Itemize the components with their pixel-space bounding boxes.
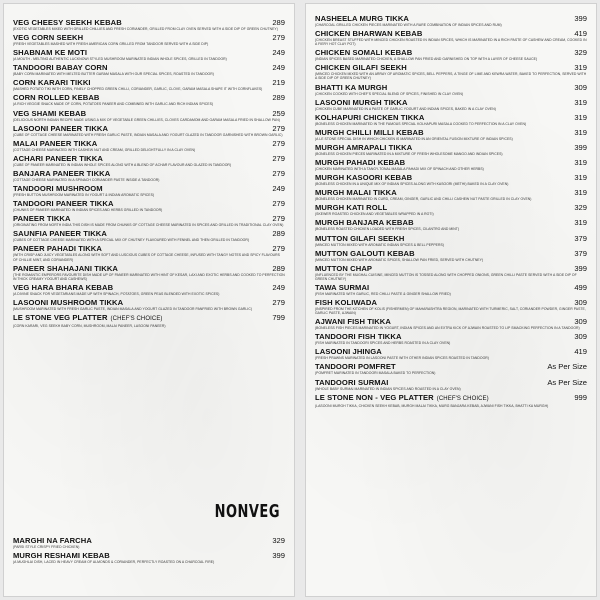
menu-item-name-text: TANDOORI PANEER TIKKA [13,199,114,209]
menu-item-name [315,283,369,292]
menu-item-name [13,154,103,163]
menu-item-row [315,173,587,182]
menu-item-row [13,244,285,253]
menu-item [315,48,587,61]
menu-item-name-text: TANDOORI SURMAI [315,377,389,387]
menu-item-name [315,378,389,387]
menu-item-description: (PARSI STYLE CRISPY FRIED CHICKEN) [13,545,80,549]
menu-item-price: 319 [574,158,587,168]
menu-item-name [13,229,107,238]
menu-item-price: 309 [574,82,587,92]
menu-item [13,184,285,197]
menu-item [13,283,285,296]
menu-item [315,63,587,80]
menu-item-row [315,362,587,371]
menu-item-description: (BONELESS CHICKEN PIECES MARINATED IN A MIXTURE OF FRESH WHOLESOME MANGO AND INDIAN SPICES) [315,151,503,156]
menu-item-row [315,98,587,107]
menu-item-row [13,48,285,57]
menu-item-price: 329 [574,48,587,58]
menu-item [315,234,587,247]
menu-item-description: (BABY CORN MARINATED WITH MELTED BUTTER GARAM MASALA WITH OUR SPECIAL SPICES, ROASTED IN TANDOOR) [13,72,214,77]
menu-item-price: 249 [272,184,285,194]
menu-item-name [315,332,402,341]
menu-item-description: (CUBE OF COTTAGE CHEESE MARINATED WITH FRESH GARLIC PASTE, INDIAN MASALA AND YOGURT GLAZED IN TANDOOR GARNISHED WITH BROWN GARLIC) [13,132,283,137]
menu-item [13,199,285,212]
menu-item-row [13,139,285,148]
menu-item-name [315,173,412,182]
menu-item-row [13,184,285,193]
menu-item-price: 279 [272,297,285,307]
menu-item-price: 279 [272,244,285,254]
menu-item-name [315,362,396,371]
menu-item-row [315,158,587,167]
menu-item-description: (CUBES OF COTTAGE CHEESE MARINATED WITH A SPECIAL MIX OF CHUTNEY FLAVOURED WITH FENNEL AND THEN GRILLED IN TANDOOR) [13,238,250,243]
menu-item-name [13,551,110,560]
menu-item-name-text: SAUNFIA PANEER TIKKA [13,229,107,239]
menu-item-description: (BONELESS ROASTED CHICKEN LOADED WITH FRESH SPICES, CILANTRO AND MINT) [315,227,460,232]
menu-item-price: 249 [272,48,285,58]
menu-item-name-text: CHICKEN BHARWAN KEBAB [315,29,423,39]
menu-item-price: 279 [272,33,285,43]
menu-item-name [13,169,110,178]
menu-item-price: 259 [272,108,285,118]
menu-item-row [13,551,285,560]
menu-item [315,393,587,408]
menu-item [13,48,285,61]
menu-item-row [13,33,285,42]
menu-item-name-text: LASOONI MURGH TIKKA [315,97,408,107]
menu-item-description: (A RICH VEGGIE SNACK MADE OF CORN, POTATOES PANEER AND COMBINED WITH GARLIC AND RICH INDIAN SPICES) [13,102,214,107]
menu-item [315,264,587,281]
menu-item-description: (BONELESS FISH PIECES MARINATED IN YOGURT, INDIAN SPICES AND AN EXTRA KICK OF AJWAIN ROASTED TO LIP SMACKING PERFECTION IN A TANDOOR) [315,326,580,331]
menu-item-description: (EXOTIC VEGETABLES MIXED WITH GRILLED CHILLIES AND FRESH CORIANDER, GRILLED FROM CLAY OVEN SERVED WITH A SIDE DIP OF GREEN CHUTNEY) [13,27,278,31]
menu-item-price: 309 [574,297,587,307]
menu-item-description: (WITH CRISP AND JUICY VEGETABLES ALONG WITH SOFT AND LUSCIOUS CUBES OF COTTAGE CHEESE, INFUSED WITH TANGY NOTES AND SPICY FLAVOURS OF CHILLIE MINT, AND CORIANDER) [13,253,280,262]
menu-item-name-text: KOLHAPURI CHICKEN TIKKA [315,112,425,122]
menu-item-name-text: MUTTON GALOUTI KEBAB [315,248,415,258]
menu-item-name [315,249,415,258]
menu-item [315,362,587,375]
menu-item-name [315,113,424,122]
menu-item-description: (CHUNKS OF PANEER MARINATED IN INDIAN SPICES AND HERBS GRILLED IN TANDOOR) [13,208,163,213]
menu-item-name-text: PANEER TIKKA [13,214,71,224]
menu-item-name-text: CORN ROLLED KEBAB [13,93,100,103]
menu-item-name [315,158,405,167]
menu-item-name [13,93,100,102]
menu-item-tag: (CHEF'S CHOICE) [110,315,163,322]
menu-item-name [13,199,114,208]
menu-item [13,229,285,242]
menu-item [315,29,587,46]
menu-item-row [315,29,587,38]
menu-item-row [315,393,587,404]
menu-item-description: (CHICKEN CUBE MARINATED IN A PASTE OF GARLIC YOGURT AND INDIAN SPICES, BAKED IN A CLAY OVEN) [315,106,496,111]
menu-item-name [315,63,407,72]
menu-item-description: (FISH MARINATED IN TANDOORI SPICES AND HERBS ROASTED IN A CLAY OVEN) [315,341,451,346]
menu-item [13,551,285,564]
menu-item-name [315,317,391,326]
menu-item [13,18,285,31]
menu-item-price: 219 [272,78,285,88]
menu-item-row [315,128,587,137]
menu-item-name [315,347,382,356]
menu-item-price: 289 [272,18,285,27]
menu-item-price: 319 [574,97,587,107]
menu-item-description: (LASOONI MURGH TIKKA, CHICKEN SEEKH KEBAB, MURGH MALAI TIKKA, MURG BANJARA KEBAB, AJWANI FISH TIKKA, BHATTI KA MURGH) [315,403,549,408]
menu-item-row [13,63,285,72]
menu-item-name-text: MURGH KASOORI KEBAB [315,173,413,183]
menu-item-name-text: LASOONI JHINGA [315,347,382,357]
menu-item-name [13,109,86,118]
menu-item-name-text: TANDOORI MUSHROOM [13,184,103,194]
menu-item-description: (CUBE OF PANEER MARINATED IN INDIAN WHOLE SPICES ALONG WITH A BLEND OF ACHAR FLAVOUR AND GLAZED IN TANDOOR) [13,162,232,167]
menu-item-description: (CHICKEN MARINATED WITH A TANGY-TONAL MASALA PAHADI MIX OF SPINACH AND OTHER HERBS) [315,167,484,172]
menu-item [13,169,285,182]
menu-item-row [13,169,285,178]
menu-item-price: 399 [574,14,587,23]
menu-item-description: (CHARCOAL GRILLED CHICKEN PIECES MARINATED WITH A RARE COMBINATION OF INDIAN SPICES AND RUM) [315,23,502,27]
menu-item-description: (BONELESS CHICKEN IN A UNIQUE MIX OF INDIAN SPICES ALONG WITH KASOORI (METHI) BAKED IN A CLAY OVEN) [315,182,509,187]
menu-item-description: (WHOLE BABY SURMAI MARINATED IN INDIAN SPICES AND ROASTED IN A CLAY OVEN) [315,386,461,391]
menu-item-price: 279 [272,123,285,133]
menu-item-name [315,188,397,197]
menu-item [13,313,285,328]
menu-item [315,188,587,201]
menu-item-name [315,203,387,212]
menu-item-name [315,83,387,92]
menu-item-description: (MINCED CHICKEN MIXED WITH AN ARRAY OF AROMATIC SPICES, BELL PEPPERS, A TINGE OF LIME AND KEWRA WATER, BAKED TO PERFECTION, SERVED WITH A SIDE DIP OF GREEN CHUTNEY) [315,72,587,81]
menu-item-price: 329 [272,536,285,545]
menu-item-name [315,234,405,243]
menu-item-description: (POMFRET MARINATED IN TANDOORI MASALA BAKED TO PERFECTION) [315,371,436,376]
menu-item-price: 399 [272,551,285,561]
menu-item-price: 319 [574,112,587,122]
menu-item-name [13,283,113,292]
menu-item-name-text: TANDOORI FISH TIKKA [315,332,402,342]
menu-item-price: 319 [574,63,587,73]
menu-item-description: (A LE STONE SPECIAL DISH IN WHICH CHICKEN IS MARINATED IN AN ORIENTAL FUSION MIXTURE OF INDIAN SPICES) [315,136,513,141]
menu-item-row [13,214,285,223]
menu-item-price: 279 [272,214,285,224]
menu-item-price: 399 [574,142,587,152]
menu-item-price: 329 [574,203,587,213]
menu-item-row [13,264,285,273]
menu-item-price: 319 [574,127,587,137]
menu-item-row [13,18,285,27]
menu-item-name [13,63,108,72]
menu-item-name [315,48,412,57]
menu-item-description: (CHICKEN COOKED WITH CHEF'S SPECIAL BLEND OF SPICES, FINISHED IN CLAY OVEN) [315,91,464,96]
menu-item-name [13,536,92,545]
menu-item-name-text: PANEER SHAHAJANI TIKKA [13,263,119,273]
menu-item-name [13,264,118,273]
menu-item-price: 399 [574,263,587,273]
menu-item-row [13,78,285,87]
menu-item-name-text: MURGH KATI ROLL [315,203,388,213]
menu-item-row [315,14,587,23]
menu-item-name-text: LE STONE VEG PLATTER [13,312,108,322]
menu-item-name-text: LASOONI PANEER TIKKA [13,123,109,133]
menu-item [315,283,587,296]
menu-item-name-text: ACHARI PANEER TIKKA [13,153,103,163]
menu-item [315,128,587,141]
menu-item-row [13,109,285,118]
menu-item-name [315,143,412,152]
menu-item-row [315,48,587,57]
menu-item [13,124,285,137]
menu-item-description: (MINCED MUTTON MIXED WITH AROMATIC SPICES, SHALLOW PAN FRIED, SERVED WITH CHUTNEY) [315,257,484,262]
menu-item-price: 319 [574,188,587,198]
menu-item [315,113,587,126]
menu-item [13,33,285,46]
menu-item-name [13,313,163,324]
menu-item-price: 279 [272,168,285,178]
menu-item-name-text: MURGH PAHADI KEBAB [315,158,406,168]
menu-item-name [13,244,102,253]
menu-item [13,244,285,261]
menu-item-name [13,214,71,223]
menu-item-row [13,313,285,324]
menu-item-row [13,93,285,102]
menu-item-name-text: PANEER PAHADI TIKKA [13,244,102,254]
menu-item-price: As Per Size [547,362,587,372]
menu-item-name [315,98,408,107]
menu-item-name [13,139,97,148]
menu-item-description: (SKEWER ROASTED CHICKEN AND VEGETABLES WRAPPED IN A ROTI) [315,212,434,217]
menu-item-row [315,332,587,341]
menu-item-name-text: MURGH AMRAPALI TIKKA [315,142,413,152]
menu-item-price: 319 [574,218,587,228]
menu-item-description: (CHICKEN BREAST STUFFED WITH MINCED CHICKEN ROASTED IN INDIAN SPICES, WHICH IS MARINATED IN A RICH PASTE OF CASHEW AND CREAM, COOKED IN A FIERY HOT CLAY POT) [315,38,587,47]
menu-item-price: 289 [272,263,285,273]
menu-item-name-text: VEG CORN SEEKH [13,33,84,43]
menu-item-name [13,48,87,57]
menu-item [13,154,285,167]
menu-item-name [315,218,414,227]
menu-item [315,249,587,262]
menu-item-name-text: MURGH BANJARA KEBAB [315,218,414,228]
menu-item-row [315,283,587,292]
menu-item-description: (INFLUENCED BY THE MUGHAL CUISINE, MINCED MUTTON IS TOSSED ALONG WITH CHOPPED ONIONS, GREEN CHILLI PASTE SERVED WITH A SIDE DIP OF GREEN CHUTNEY) [315,272,577,281]
menu-item-name-text: MURGH RESHAMI KEBAB [13,551,110,561]
menu-item-description: (THE ROMANTIC EMPERORS FAVOURITE DISH MADE UP OF PANEER MARINATED WITH HINT OF KESAR, LAXI AND EXOTIC HERBS AND COOKED TO PERFECTION IN THICK CREAMY YOGURT AND CASHEWS) [13,272,285,281]
menu-item-name-text: TANDOORI BABAY CORN [13,63,108,73]
menu-item-row [315,63,587,72]
menu-item-row [315,188,587,197]
menu-item-name-text: LE STONE NON - VEG PLATTER [315,392,434,402]
menu-item [315,347,587,360]
menu-item-description: (MASHED POTATO TIKI WITH CORN, FINELY CHOPPED GREEN CHILLI, CORIANDER, GARLIC, CLOVE, GARAM MASALA SHAPE IT WITH CORNFLAKES) [13,87,263,92]
menu-item-name-text: MURGH CHILLI MILLI KEBAB [315,127,424,137]
menu-item-price: As Per Size [547,377,587,387]
menu-item [315,158,587,171]
menu-item-description: (A MUGHLAI DISH, LACED IN HEAVY CREAM OF ALMONDS & CORIANDER, PERFECTLY ROASTED ON A CHARCOAL FIRE) [13,560,215,565]
menu-item-description: (MINCED MUTTON MIXED WITH AROMATIC INDIAN SPICES & BELL PEPPERS) [315,242,444,247]
menu-item-row [315,298,587,307]
menu-item-tag: (CHEF'S CHOICE) [436,395,489,402]
menu-item-row [315,378,587,387]
menu-item-name-text: CHICKEN GILAFI SEEKH [315,63,407,73]
menu-item-price: 309 [574,317,587,327]
menu-item-name [13,18,122,27]
menu-item-name [315,128,424,137]
menu-item-row [13,199,285,208]
menu-item-name [315,29,422,38]
menu-item [315,143,587,156]
menu-item-description: (DELICIOUS NORTH INDIAN RECIPE MADE USING A MIX OF VEGETABLE GREEN CHILLIES, CLOVES CARDAMOM AND GARAM MASALA FRIED IN SHALLOW PAN) [13,117,280,122]
menu-item-row [13,154,285,163]
menu-item-description: (FRESH PRAWNS MARINATED IN LASOONI PASTE WITH OTHER INDIAN SPICES ROASTED IN TANDOOR) [315,356,489,361]
menu-item-row [315,234,587,243]
menu-item [13,63,285,76]
menu-item-name-text: TANDOORI POMFRET [315,362,396,372]
menu-item-name-text: MARGHI NA FARCHA [13,536,92,545]
menu-item-row [13,298,285,307]
menu-item-name-text: BANJARA PANEER TIKKA [13,168,111,178]
menu-item [315,203,587,216]
menu-item-row [315,143,587,152]
menu-item-name [315,14,409,23]
menu-item-price: 319 [574,173,587,183]
menu-item [315,298,587,315]
menu-item-name [315,393,489,404]
menu-item-name-text: MURGH MALAI TIKKA [315,188,397,198]
menu-item-price: 279 [272,138,285,148]
menu-item-description: (A DIVINE SNACK FOR VEGETARIANS MADE UP WITH SPINACH, POTATOES, GREEN PEAS BLENDED WITH EXOTIC SPICES) [13,291,220,296]
menu-item-name [13,184,103,193]
menu-item-name-text: BHATTI KA MURGH [315,82,388,92]
menu-item-name-text: VEG CHEESY SEEKH KEBAB [13,18,122,27]
menu-item-row [315,218,587,227]
menu-item [13,139,285,152]
menu-item-name-text: MUTTON CHAP [315,263,373,273]
menu-item-row [315,203,587,212]
menu-item-name [13,298,123,307]
menu-item-row [315,249,587,258]
menu-item-price: 499 [574,282,587,292]
menu-item [315,332,587,345]
menu-item-name-text: SHABNAM KE MOTI [13,48,88,58]
nonveg-items-list-right [315,14,587,410]
menu-item-price: 999 [574,392,587,402]
menu-item [315,14,587,27]
menu-item-name-text: CORN KARARI TIKKI [13,78,91,88]
menu-item-description: (ORIGINATING FROM NORTH INDIA THIS DISH IS MADE FROM CHUNKS OF COTTAGE CHEESE MARINATED IN SPICES AND GRILLED IN TRADITIONAL CLAY OVEN) [13,223,284,228]
menu-item [13,78,285,91]
menu-item-row [13,283,285,292]
menu-item [13,298,285,311]
menu-item-description: (COTTAGE CHEESE MARINATED IN A SPINACH CORIANDER PASTE INSIDE A TANDOOR) [13,177,160,182]
menu-item-description: (INSPIRED FROM THE KITCHEN OF KOLIS (FISHERMEN) OF MAHARASHTRA REGION, MARINATED WITH TURMERIC, SALT, CORIANDER POWDER, GINGER PASTE, GARLIC PASTE, AJWAIN) [315,306,586,316]
menu-item-description: (BONELESS CHICKEN MARINATED IN CURD, CREAM, GINGER, GARLIC AND CHILLI CASHEW NUT PASTE GRILLED IN CLAY OVEN) [315,197,532,202]
menu-item-description: (A MOUTH - MELTING AUTHENTIC LUCKNOWI STYLED MUSHROOM MARINATED INDIAN WHOLE SPICES, GRILLED IN TANDOOR) [13,57,227,62]
nonveg-items-list-left [13,536,285,566]
menu-page-left [3,3,295,597]
menu-item-description: (MUSHROOM MARINATED WITH FRESH GARLIC PASTE, INDIAN MASALA AND YOGURT GLAZED IN TANDOOR PANFRIED WITH BROWN GARLIC) [13,306,253,311]
menu-page-right [305,3,597,597]
menu-item-name-text: LASOONI MUSHROOM TIKKA [13,297,124,307]
menu-item-price: 379 [574,233,587,243]
menu-item-description: (FRESH VEGETABLES MASHED WITH FRESH AMERICAN CORN GRILLED FROM TANDOOR SERVED WITH A SIDE DIP) [13,42,209,47]
menu-item [13,536,285,549]
menu-item-price: 289 [272,93,285,103]
menu-item-name-text: FISH KOLIWADA [315,297,378,307]
menu-item-row [13,536,285,545]
menu-item [315,98,587,111]
nonveg-section-heading: NONVEG [214,502,280,523]
menu-item-name-text: AJWANI FISH TIKKA [315,317,391,327]
menu-item-name [13,124,108,133]
menu-item-description: (INDIAN SPICES BASED MARINATED CHICKEN, A SHALLOW PAN FRIED AND GARNISHED ON TOP WITH A LAYER OF CHEESE SAUCE) [315,57,538,62]
menu-item-name-text: NASHEELA MURG TIKKA [315,14,410,23]
menu-item-price: 419 [574,347,587,357]
menu-item-price: 249 [272,282,285,292]
menu-item-price: 279 [272,199,285,209]
menu-item-name [315,264,372,273]
menu-item-price: 419 [574,29,587,39]
menu-item-name-text: MALAI PANEER TIKKA [13,138,98,148]
menu-item-row [315,264,587,273]
menu-item [315,317,587,330]
menu-item [315,378,587,391]
menu-item-price: 309 [574,332,587,342]
menu-item [315,173,587,186]
menu-item-row [13,124,285,133]
menu-item-row [13,229,285,238]
menu-item-description: (CORN KARARI, VEG SEEKH BABY CORN, MUSHROOM, MALAI PANEER, LASOONI PANEER) [13,323,166,328]
menu-item-row [315,347,587,356]
menu-item [13,109,285,122]
menu-item-price: 289 [272,229,285,239]
menu-item-name [13,33,83,42]
menu-item-description: (FRESH BUTTON MUSHROOM MARINATED IN YOGURT & INDIAN AROMATIC SPICES) [13,193,155,198]
menu-item-price: 379 [574,248,587,258]
veg-items-list [13,18,285,330]
menu-item-price: 279 [272,153,285,163]
menu-item-name-text: VEG HARA BHARA KEBAB [13,282,114,292]
menu-item-description: (FISH MARINATED WITH GARLIC, RED CHILLI PASTE & GINGER SHALLOW FRIED) [315,291,451,296]
menu-item [315,218,587,231]
menu-item [13,264,285,281]
menu-item-name [315,298,377,307]
menu-item-name-text: TAWA SURMAI [315,282,370,292]
menu-item-name-text: VEG SHAMI KEBAB [13,108,87,118]
menu-item-row [315,113,587,122]
menu-item [13,93,285,106]
menu-item-price: 249 [272,63,285,73]
menu-item-price: 799 [272,312,285,322]
menu-item-description: (BONELESS CHICKEN MARINATED IN THE FAMOUS SPECIAL KOLHAPURI MASALA COOKED TO PERFECTION IN A CLAY OVEN) [315,121,527,126]
menu-item [315,83,587,96]
menu-item-description: (COTTAGE CHEESE MARINATED WITH CASHEW NUT AND CREAM, GRILLED DELIGHTFULLY IN A CLAY OVEN) [13,147,196,152]
menu-item [13,214,285,227]
menu-item-row [315,83,587,92]
menu-item-name-text: MUTTON GILAFI SEEKH [315,233,405,243]
menu-item-name-text: CHICKEN SOMALI KEBAB [315,48,413,58]
menu-item-row [315,317,587,326]
menu-item-name [13,78,91,87]
